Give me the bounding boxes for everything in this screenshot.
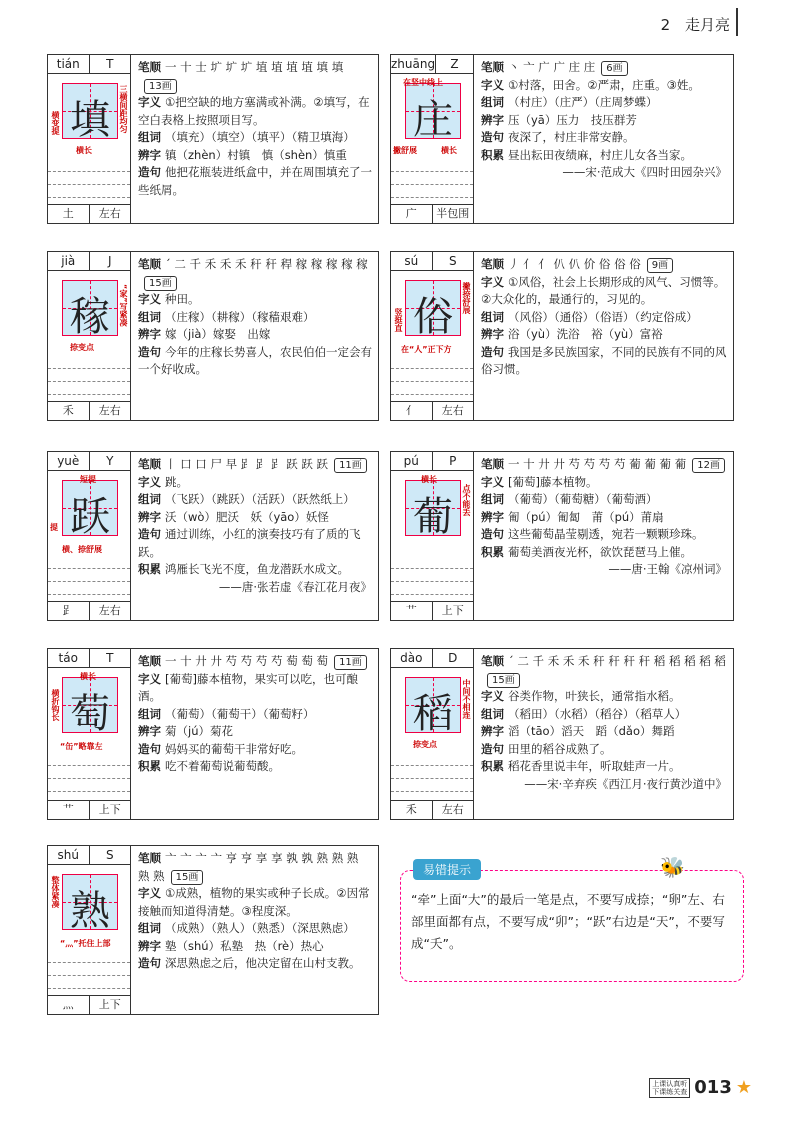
practice-lines bbox=[48, 356, 130, 400]
pinyin-row bbox=[48, 452, 130, 471]
writing-tip: 三横间距均匀 bbox=[119, 85, 128, 133]
writing-tip: “灬”托住上部 bbox=[60, 939, 111, 948]
detail-line: 辨字 镇（zhèn）村镇 慎（shèn）慎重 bbox=[138, 147, 347, 162]
writing-tip: 在竖中线上 bbox=[403, 78, 443, 87]
radical: 广 bbox=[405, 207, 417, 220]
detail-line: 组词 （成熟）（熟人）（熟悉）（深思熟虑） bbox=[138, 921, 355, 935]
detail-line: 组词 （葡萄）（葡萄糖）（葡萄酒） bbox=[481, 492, 658, 506]
radical-row bbox=[391, 401, 473, 420]
star-icon: ★ bbox=[735, 1077, 752, 1098]
pinyin: dào bbox=[400, 651, 423, 665]
stroke-count-badge: 12画 bbox=[692, 458, 725, 473]
detail-line: 字义 ①风俗，社会上长期形成的风气、习惯等。②大众化的，最通行的，习见的。 bbox=[481, 274, 726, 306]
char-panel bbox=[391, 252, 474, 420]
radical-row bbox=[48, 601, 130, 620]
initial: T bbox=[89, 55, 131, 73]
char-card bbox=[390, 54, 734, 224]
pinyin-row bbox=[391, 55, 473, 74]
writing-tip: 撇捺舒展 bbox=[462, 282, 471, 314]
stroke-count-badge: 15画 bbox=[171, 870, 204, 885]
pinyin: zhuāng bbox=[391, 57, 436, 71]
detail-line: 组词 （村庄）（庄严）（庄周梦蝶） bbox=[481, 95, 658, 109]
detail-line: 字义 ①把空缺的地方塞满或补满。②填写，在空白表格上按照项目写。 bbox=[138, 95, 370, 127]
detail-line: 辨字 浴（yù）洗浴 裕（yù）富裕 bbox=[481, 327, 663, 341]
char-details bbox=[138, 850, 372, 973]
radical-row bbox=[391, 204, 473, 223]
tips-box bbox=[400, 863, 744, 982]
practice-lines bbox=[48, 950, 130, 994]
structure: 左右 bbox=[89, 205, 131, 223]
stroke-order: 笔顺 ´ 二 千 禾 禾 禾 秆 秆 稈 稼 稼 稼 稼 稼15画 bbox=[138, 257, 368, 289]
practice-lines bbox=[391, 356, 473, 400]
detail-line: 辨字 嫁（jià）嫁娶 出嫁 bbox=[138, 327, 271, 341]
detail-line: 造句 我国是多民族国家，不同的民族有不同的风俗习惯。 bbox=[481, 344, 727, 376]
detail-line: 造句 夜深了，村庄非常安静。 bbox=[481, 130, 635, 144]
writing-tip: “缶”略靠左 bbox=[60, 742, 103, 751]
initial: D bbox=[432, 649, 474, 667]
page-footer bbox=[649, 1077, 752, 1098]
stroke-count-badge: 11画 bbox=[334, 655, 367, 670]
pinyin-row bbox=[391, 649, 473, 668]
char-details bbox=[138, 653, 372, 776]
writing-tip: 中间不相连 bbox=[462, 679, 471, 719]
detail-line: 积累 昼出耘田夜绩麻，村庄儿女各当家。 bbox=[481, 147, 692, 162]
structure: 左右 bbox=[432, 402, 474, 420]
detail-line: 组词 （庄稼）（耕稼）（稼穑艰难） bbox=[138, 309, 315, 324]
hanzi: 稼 bbox=[70, 294, 110, 340]
stroke-order: 笔顺 一 十 廾 廾 芍 芍 芍 芍 葡 葡 葡 葡 12画 bbox=[481, 456, 727, 474]
detail-line: 积累 稻花香里说丰年，听取蛙声一片。 bbox=[481, 759, 681, 773]
char-details bbox=[138, 256, 372, 379]
char-card bbox=[47, 251, 379, 421]
char-panel bbox=[48, 252, 131, 420]
radical: 土 bbox=[62, 207, 74, 220]
practice-lines bbox=[391, 556, 473, 600]
pinyin: táo bbox=[58, 651, 78, 665]
detail-line: 字义 [葡萄]藤本植物。 bbox=[481, 474, 598, 489]
detail-line: 辨字 菊（jú）菊花 bbox=[138, 724, 233, 738]
radical-row bbox=[48, 401, 130, 420]
stroke-order: 笔顺 丨 口 口 尸 早 𧾷 𧾷 𧾷 跃 跃 跃 11画 bbox=[138, 456, 372, 474]
lesson-title: 走月亮 bbox=[684, 16, 730, 34]
char-details bbox=[481, 256, 727, 379]
detail-line: 造句 这些葡萄晶莹剔透，宛若一颗颗珍珠。 bbox=[481, 527, 704, 541]
bee-icon: 🐝 bbox=[660, 855, 685, 879]
detail-line: 造句 今年的庄稼长势喜人，农民伯伯一定会有一个好收成。 bbox=[138, 344, 372, 376]
writing-tip: 点不能丢 bbox=[462, 484, 471, 516]
detail-line: 积累 鸿雁长飞光不度，鱼龙潜跃水成文。 bbox=[138, 562, 349, 576]
header-rule bbox=[736, 8, 738, 36]
stroke-order: 笔顺 丿 亻 亻 仈 仈 价 俗 俗 俗 9画 bbox=[481, 256, 727, 274]
pinyin-row bbox=[48, 846, 130, 865]
writing-tip: 短提 bbox=[80, 475, 96, 484]
pinyin-row bbox=[48, 649, 130, 668]
practice-lines bbox=[391, 753, 473, 799]
radical: 艹 bbox=[405, 604, 417, 617]
radical: 𧾷 bbox=[62, 604, 74, 617]
practice-lines bbox=[391, 159, 473, 203]
initial: Y bbox=[89, 452, 131, 470]
detail-line: 辨字 压（yā）压力 技压群芳 bbox=[481, 112, 637, 127]
pinyin-row bbox=[391, 452, 473, 471]
radical-row bbox=[48, 995, 130, 1014]
tianzige-grid bbox=[62, 677, 118, 737]
tianzige-grid bbox=[405, 280, 461, 340]
quote-source: ——唐·王翰《凉州词》 bbox=[608, 562, 727, 576]
char-panel bbox=[48, 846, 131, 1014]
char-card bbox=[47, 451, 379, 621]
quote-source: ——唐·张若虚《春江花月夜》 bbox=[218, 579, 372, 594]
tianzige-grid bbox=[62, 280, 118, 340]
structure: 上下 bbox=[89, 801, 131, 819]
writing-tip: 捺变点 bbox=[413, 740, 437, 749]
char-panel bbox=[48, 55, 131, 223]
initial: P bbox=[432, 452, 474, 470]
hanzi: 熟 bbox=[70, 888, 110, 934]
radical-row bbox=[391, 800, 473, 819]
pinyin: shú bbox=[57, 848, 79, 862]
writing-tip: 整体紧凑 bbox=[51, 876, 60, 908]
char-details bbox=[481, 653, 727, 793]
char-card bbox=[390, 648, 734, 820]
hanzi: 葡 bbox=[413, 494, 453, 540]
detail-line: 字义 谷类作物，叶狭长，通常指水稻。 bbox=[481, 689, 681, 703]
pinyin: pú bbox=[403, 454, 419, 468]
stroke-count-badge: 15画 bbox=[144, 276, 177, 291]
tips-title: 易错提示 bbox=[413, 859, 481, 880]
pinyin-row bbox=[48, 252, 130, 271]
detail-line: 字义 跳。 bbox=[138, 474, 188, 489]
initial: S bbox=[89, 846, 131, 864]
stroke-order: 笔顺 一 十 士 圹 圹 圹 埴 埴 埴 埴 填 填13画 bbox=[138, 60, 344, 92]
writing-tip: 竖挺直 bbox=[394, 308, 403, 332]
radical: 灬 bbox=[62, 998, 74, 1011]
char-details bbox=[481, 456, 727, 579]
initial: Z bbox=[435, 55, 473, 73]
pinyin: jià bbox=[61, 254, 76, 268]
char-card bbox=[47, 845, 379, 1015]
radical-row bbox=[48, 204, 130, 223]
structure: 左右 bbox=[89, 402, 131, 420]
hanzi: 稻 bbox=[413, 691, 453, 737]
stroke-count-badge: 13画 bbox=[144, 79, 177, 94]
pinyin-row bbox=[391, 252, 473, 271]
tips-text: “牵”上面“大”的最后一笔是点，不要写成捺；“卵”左、右部里面都有点，不要写成“卯”；“跃”右边是“天”，不要写成“夭”。 bbox=[411, 892, 725, 951]
writing-tip: 横、捺舒展 bbox=[62, 545, 102, 554]
char-card bbox=[390, 251, 734, 421]
practice-lines bbox=[48, 753, 130, 799]
detail-line: 造句 妈妈买的葡萄干非常好吃。 bbox=[138, 741, 303, 756]
detail-line: 组词 （葡萄）（葡萄干）（葡萄籽） bbox=[138, 706, 315, 721]
writing-tip: 横折钩长 bbox=[51, 689, 60, 721]
char-panel bbox=[391, 452, 474, 620]
writing-tip: 捺变点 bbox=[70, 343, 94, 352]
tianzige-grid bbox=[405, 83, 461, 143]
detail-line: 积累 葡萄美酒夜光杯，欲饮琵琶马上催。 bbox=[481, 544, 692, 559]
tianzige-grid bbox=[62, 480, 118, 540]
structure: 上下 bbox=[89, 996, 131, 1014]
page-number: 013 bbox=[694, 1077, 732, 1098]
structure: 左右 bbox=[432, 801, 474, 819]
stroke-order: 笔顺 丶 亠 广 广 庄 庄 6画 bbox=[481, 59, 727, 77]
writing-tip: 横长 bbox=[441, 146, 457, 155]
char-panel bbox=[48, 452, 131, 620]
writing-tip: 提 bbox=[50, 523, 58, 532]
stroke-count-badge: 6画 bbox=[601, 61, 627, 76]
structure: 上下 bbox=[432, 602, 474, 620]
pinyin: yuè bbox=[57, 454, 80, 468]
pinyin: sú bbox=[404, 254, 419, 268]
initial: S bbox=[432, 252, 474, 270]
tianzige-grid bbox=[62, 83, 118, 143]
hanzi: 庄 bbox=[413, 97, 453, 143]
detail-line: 造句 他把花瓶装进纸盒中，并在周围填充了一些纸屑。 bbox=[138, 165, 372, 197]
footer-slogan: 上课认真听 下课练关查 bbox=[649, 1078, 690, 1098]
radical: 亻 bbox=[405, 404, 417, 417]
char-panel bbox=[391, 55, 474, 223]
detail-line: 字义 ①村落，田舍。②严肃，庄重。③姓。 bbox=[481, 77, 700, 92]
structure: 半包围 bbox=[432, 205, 474, 223]
detail-line: 字义 ①成熟，植物的果实或种子长成。②因常接触而知道得清楚。③程度深。 bbox=[138, 886, 370, 918]
stroke-count-badge: 9画 bbox=[647, 258, 673, 273]
writing-tip: 横长 bbox=[76, 146, 92, 155]
char-card bbox=[390, 451, 734, 621]
pinyin-row bbox=[48, 55, 130, 74]
stroke-count-badge: 11画 bbox=[334, 458, 367, 473]
tianzige-grid bbox=[405, 480, 461, 540]
practice-lines bbox=[48, 556, 130, 600]
detail-line: 造句 深思熟虑之后，他决定留在山村支教。 bbox=[138, 956, 361, 970]
stroke-count-badge: 15画 bbox=[487, 673, 520, 688]
detail-line: 造句 通过训练，小红的演奏技巧有了质的飞跃。 bbox=[138, 527, 361, 559]
practice-lines bbox=[48, 159, 130, 203]
detail-line: 辨字 沃（wò）肥沃 妖（yāo）妖怪 bbox=[138, 509, 329, 524]
writing-tip: 撇舒展 bbox=[393, 146, 417, 155]
initial: J bbox=[89, 252, 131, 270]
tianzige-grid bbox=[405, 677, 461, 737]
detail-line: 辨字 匍（pú）匍匐 莆（pú）莆扇 bbox=[481, 509, 664, 524]
char-details bbox=[481, 59, 727, 182]
writing-tip: “家”写紧凑 bbox=[119, 284, 128, 327]
stroke-order: 笔顺 ´ 二 千 禾 禾 禾 秆 秆 秆 秆 稻 稻 稻 稻 稻15画 bbox=[481, 654, 726, 686]
radical-row bbox=[391, 601, 473, 620]
radical-row bbox=[48, 800, 130, 819]
hanzi: 俗 bbox=[413, 294, 453, 340]
hanzi: 填 bbox=[70, 97, 110, 143]
page-header bbox=[661, 14, 730, 35]
initial: T bbox=[89, 649, 131, 667]
detail-line: 积累 吃不着葡萄说葡萄酸。 bbox=[138, 759, 280, 773]
char-details bbox=[138, 59, 372, 199]
detail-line: 组词 （稻田）（水稻）（稻谷）（稻草人） bbox=[481, 706, 687, 721]
stroke-order: 笔顺 亠 亠 亠 亠 亨 亨 享 享 孰 孰 熟 熟 熟 熟 熟 15画 bbox=[138, 851, 359, 883]
stroke-order: 笔顺 一 十 廾 廾 芍 芍 芍 芍 萄 萄 萄 11画 bbox=[138, 653, 372, 671]
quote-source: ——宋·辛弃疾《西江月·夜行黄沙道中》 bbox=[524, 776, 727, 791]
writing-tip: 横长 bbox=[80, 672, 96, 681]
detail-line: 组词 （飞跃）（跳跃）（活跃）（跃然纸上） bbox=[138, 492, 355, 506]
tianzige-grid bbox=[62, 874, 118, 934]
writing-tip: 横变提 bbox=[51, 111, 60, 135]
quote-source: ——宋·范成大《四时田园杂兴》 bbox=[562, 165, 727, 179]
radical: 艹 bbox=[62, 803, 74, 816]
lesson-number: 2 bbox=[660, 16, 671, 34]
hanzi: 萄 bbox=[70, 691, 110, 737]
radical: 禾 bbox=[405, 803, 417, 816]
writing-tip: 在“人”正下方 bbox=[401, 345, 452, 354]
detail-line: 字义 种田。 bbox=[138, 292, 200, 306]
detail-line: 组词 （填充）（填空）（填平）（精卫填海） bbox=[138, 130, 355, 144]
writing-tip: 横长 bbox=[421, 475, 437, 484]
hanzi: 跃 bbox=[70, 494, 110, 540]
detail-line: 造句 田里的稻谷成熟了。 bbox=[481, 741, 612, 756]
detail-line: 辨字 滔（tāo）滔天 蹈（dǎo）舞蹈 bbox=[481, 724, 675, 738]
pinyin: tián bbox=[56, 57, 80, 71]
char-panel bbox=[48, 649, 131, 819]
char-card bbox=[47, 648, 379, 820]
detail-line: 辨字 塾（shú）私塾 热（rè）热心 bbox=[138, 938, 324, 953]
detail-line: 组词 （风俗）（通俗）（俗语）（约定俗成） bbox=[481, 309, 698, 324]
char-panel bbox=[391, 649, 474, 819]
radical: 禾 bbox=[62, 404, 74, 417]
char-card bbox=[47, 54, 379, 224]
detail-line: 字义 [葡萄]藤本植物，果实可以吃，也可酿酒。 bbox=[138, 671, 358, 703]
char-details bbox=[138, 456, 372, 596]
structure: 左右 bbox=[89, 602, 131, 620]
